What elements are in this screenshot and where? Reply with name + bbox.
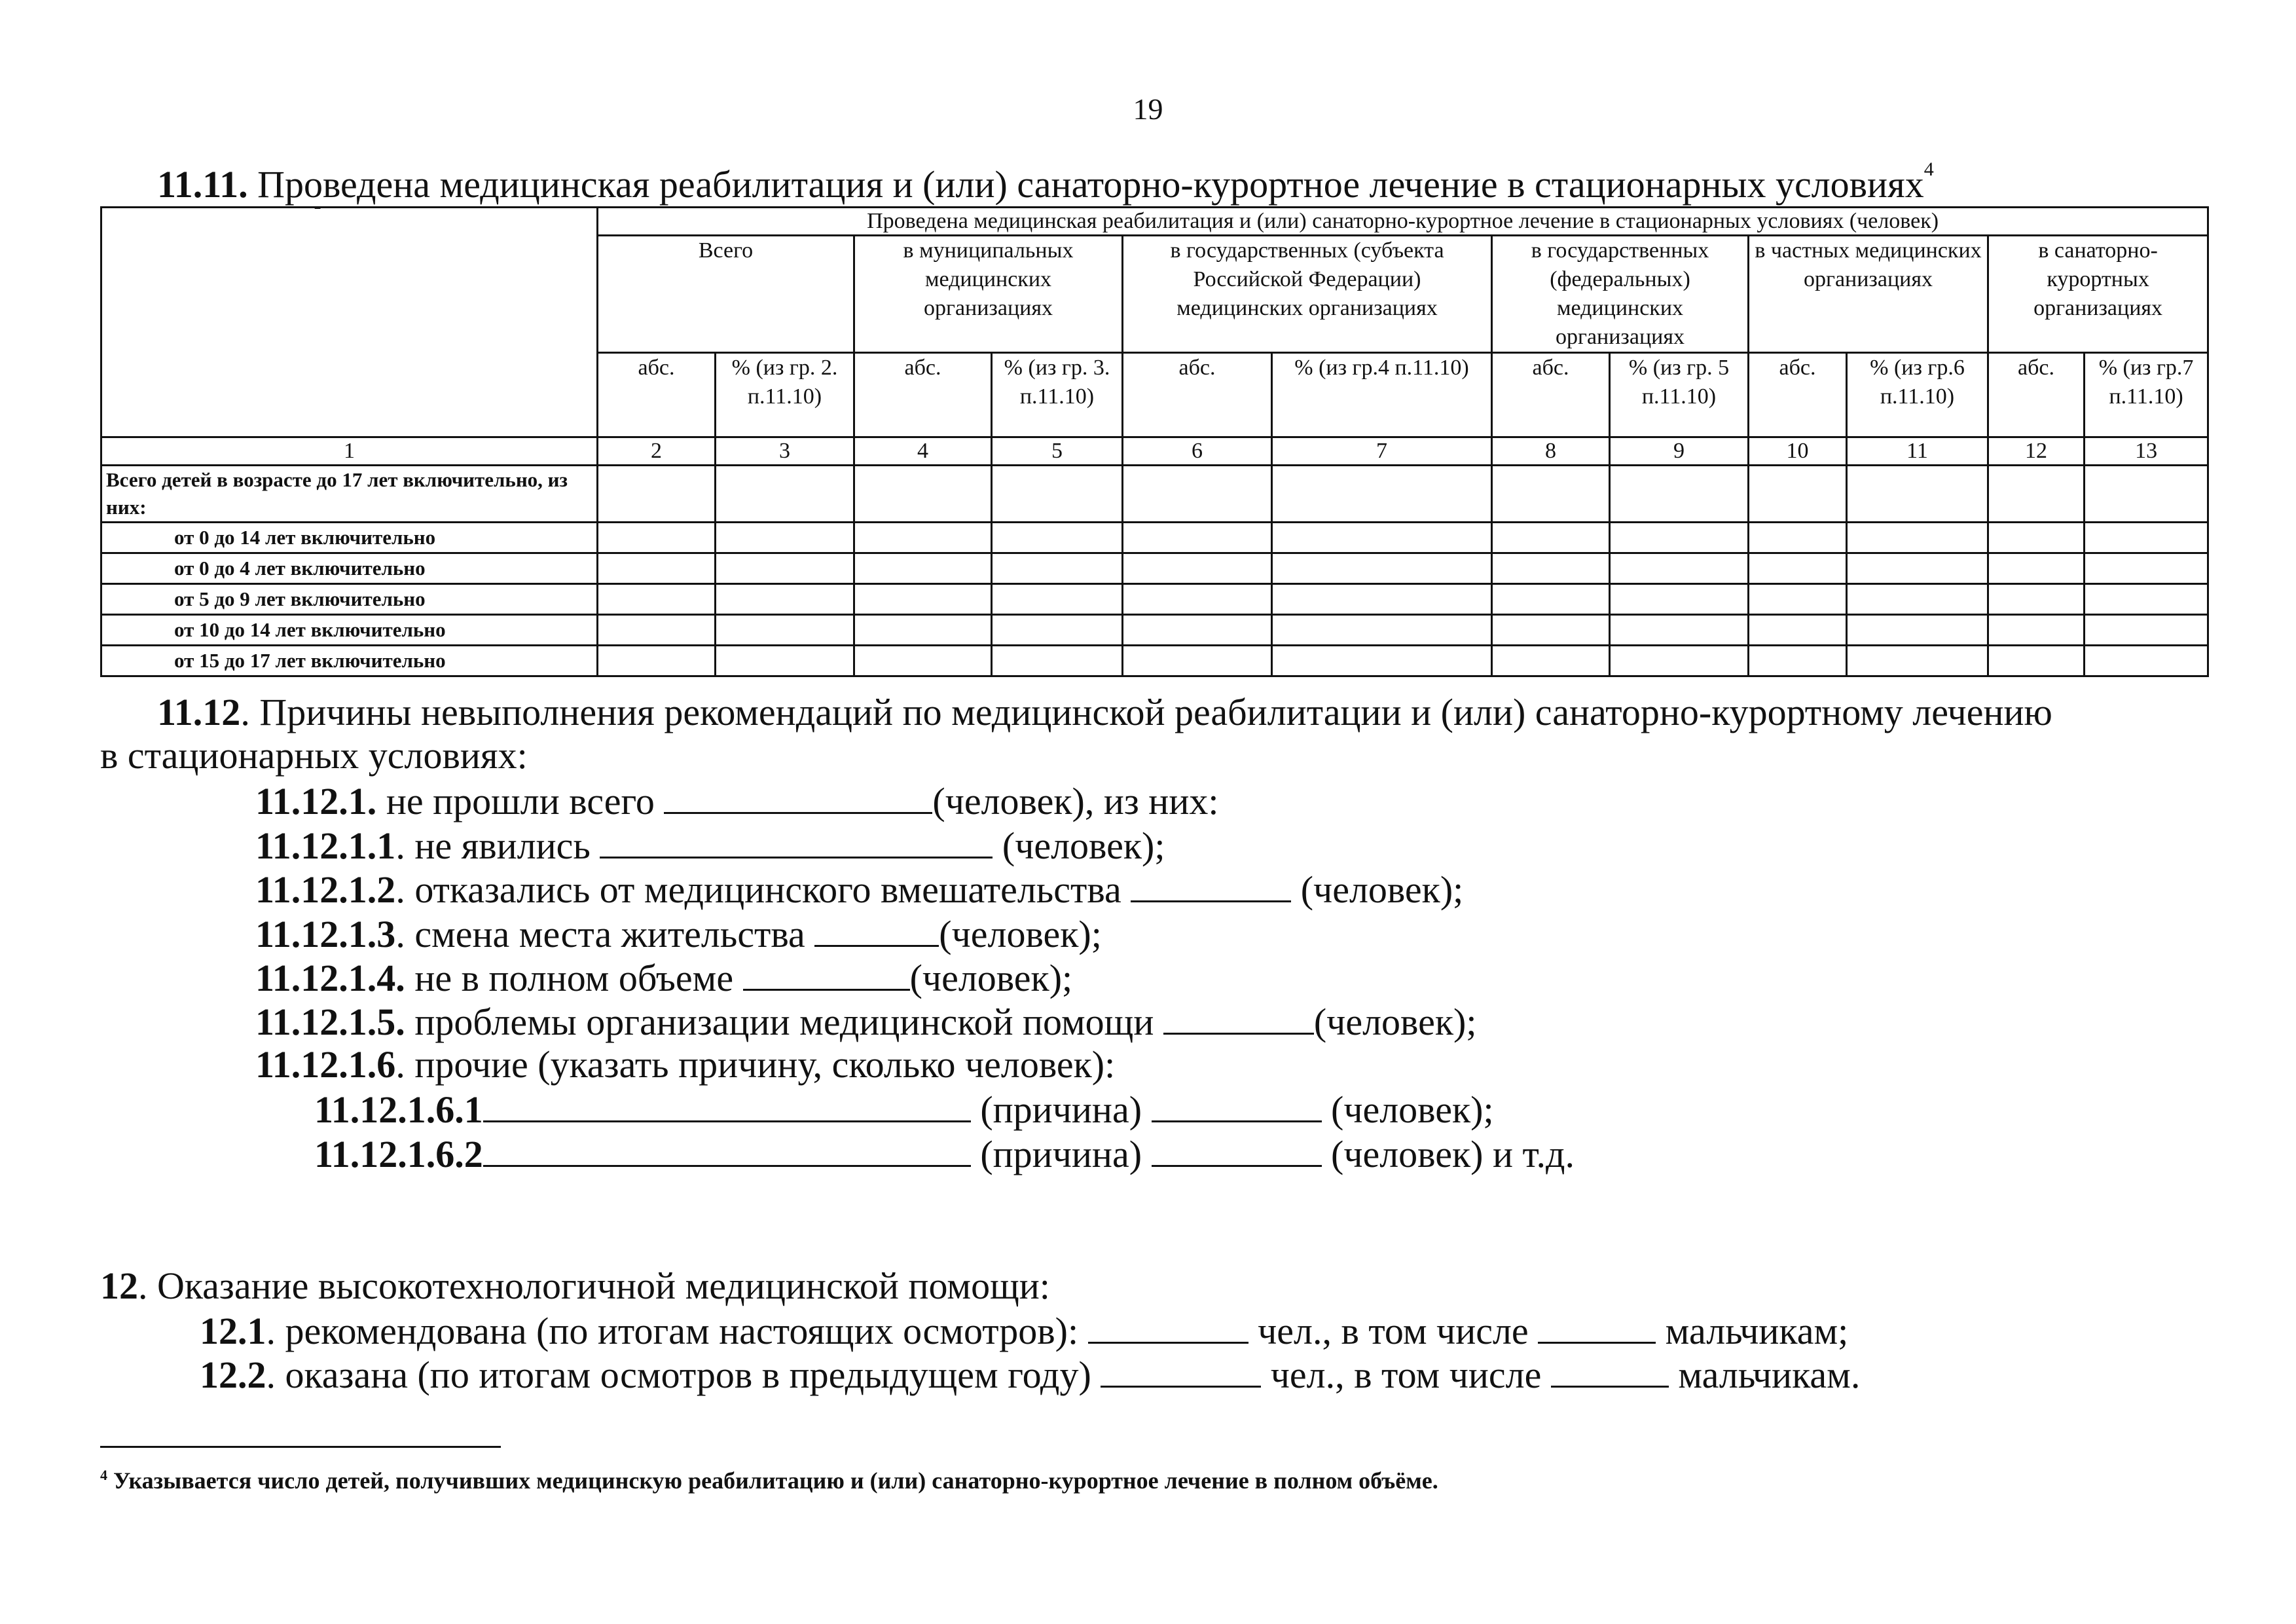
- blank-field[interactable]: [814, 911, 939, 947]
- item-text: . отказались от медицинского вмешательства: [395, 868, 1131, 911]
- data-cell[interactable]: [716, 553, 854, 584]
- col-abs: абс.: [1123, 353, 1272, 437]
- data-cell[interactable]: [992, 523, 1123, 553]
- col-pct: % (из гр.7 п.11.10): [2085, 353, 2208, 437]
- item-text: мальчикам;: [1656, 1310, 1849, 1352]
- col-header-regional: в государственных (субъекта Российской Федерации) медицинских организациях: [1123, 236, 1492, 353]
- data-cell[interactable]: [1847, 523, 1988, 553]
- data-cell[interactable]: [854, 646, 992, 676]
- col-pct: % (из гр.6 п.11.10): [1847, 353, 1988, 437]
- item-text: мальчикам.: [1668, 1354, 1861, 1396]
- data-cell[interactable]: [1847, 615, 1988, 646]
- item-11-12-1-5: [255, 999, 1476, 1044]
- section-title-text: . Причины невыполнения рекомендаций по медицинской реабилитации и (или) санаторно-курортному лечению: [240, 691, 2052, 733]
- section-title-text: . Оказание высокотехнологичной медицинской помощи:: [138, 1264, 1050, 1307]
- data-cell[interactable]: [1749, 553, 1847, 584]
- data-cell[interactable]: [1749, 646, 1847, 676]
- col-abs: абс.: [854, 353, 992, 437]
- col-pct: % (из гр. 2. п.11.10): [716, 353, 854, 437]
- row-label: от 0 до 4 лет включительно: [101, 553, 598, 584]
- data-cell[interactable]: [992, 553, 1123, 584]
- data-cell[interactable]: [1847, 584, 1988, 615]
- item-text: . не явились: [395, 824, 600, 867]
- item-text: не прошли всего: [376, 780, 665, 822]
- item-11-12-1-3: [255, 911, 1102, 957]
- data-cell[interactable]: [1123, 553, 1272, 584]
- data-cell[interactable]: [854, 523, 992, 553]
- column-number: 12: [1988, 437, 2085, 466]
- data-cell[interactable]: [598, 553, 716, 584]
- data-cell[interactable]: [1749, 584, 1847, 615]
- count-field[interactable]: [1152, 1131, 1322, 1167]
- data-cell[interactable]: [2085, 553, 2208, 584]
- item-number: 11.12.1.5.: [255, 1001, 405, 1043]
- item-text: (человек), из них:: [932, 780, 1219, 822]
- data-cell[interactable]: [1847, 553, 1988, 584]
- blank-field[interactable]: [1131, 866, 1291, 902]
- col-pct: % (из гр.4 п.11.10): [1272, 353, 1492, 437]
- data-cell[interactable]: [1610, 466, 1749, 523]
- data-cell[interactable]: [2085, 615, 2208, 646]
- blank-field[interactable]: [600, 822, 993, 858]
- data-cell[interactable]: [716, 584, 854, 615]
- data-cell[interactable]: [716, 615, 854, 646]
- section-11-12-title-cont: [100, 733, 528, 778]
- data-cell[interactable]: [1123, 646, 1272, 676]
- count-field[interactable]: [1152, 1086, 1322, 1122]
- data-cell[interactable]: [1847, 646, 1988, 676]
- item-text: проблемы организации медицинской помощи: [405, 1001, 1163, 1043]
- item-text: (человек);: [1321, 1088, 1494, 1131]
- table-row: [101, 646, 2208, 676]
- section-title-text: в стационарных условиях:: [100, 734, 528, 777]
- data-cell[interactable]: [1988, 646, 2085, 676]
- col-pct: % (из гр. 3. п.11.10): [992, 353, 1123, 437]
- data-cell[interactable]: [598, 615, 716, 646]
- footnote-text: Указывается число детей, получивших медицинскую реабилитацию и (или) санаторно-курортное лечение в полном объёме.: [107, 1467, 1438, 1494]
- column-number: 5: [992, 437, 1123, 466]
- data-cell[interactable]: [598, 466, 716, 523]
- boys-field[interactable]: [1551, 1352, 1669, 1388]
- item-number: 11.12.1.3: [255, 913, 396, 955]
- reason-field[interactable]: [483, 1086, 971, 1122]
- footnote-divider: [100, 1446, 501, 1448]
- data-cell[interactable]: [1988, 615, 2085, 646]
- column-number: 11: [1847, 437, 1988, 466]
- col-abs: абс.: [1749, 353, 1847, 437]
- column-number: 13: [2085, 437, 2208, 466]
- data-cell[interactable]: [716, 466, 854, 523]
- data-cell[interactable]: [1610, 584, 1749, 615]
- data-cell[interactable]: [1272, 466, 1492, 523]
- page-number: 19: [1133, 92, 1163, 126]
- item-12-1: [200, 1308, 1848, 1354]
- data-cell[interactable]: [992, 584, 1123, 615]
- data-cell[interactable]: [1610, 615, 1749, 646]
- item-text: (человек);: [1313, 1001, 1477, 1043]
- data-cell[interactable]: [2085, 523, 2208, 553]
- data-cell[interactable]: [1610, 553, 1749, 584]
- rehabilitation-table: [100, 206, 2209, 677]
- col-header-federal: в государственных (федеральных) медицинских организациях: [1492, 236, 1749, 353]
- section-number: 11.12: [157, 691, 241, 733]
- item-number: 11.12.1.: [255, 780, 377, 822]
- item-11-12-1-6-1: [314, 1086, 1494, 1132]
- blank-field[interactable]: [664, 778, 932, 814]
- data-cell[interactable]: [992, 646, 1123, 676]
- data-cell[interactable]: [1272, 584, 1492, 615]
- data-cell[interactable]: [1272, 615, 1492, 646]
- data-cell[interactable]: [1988, 553, 2085, 584]
- data-cell[interactable]: [1749, 523, 1847, 553]
- data-cell[interactable]: [1123, 584, 1272, 615]
- table-row: [101, 553, 2208, 584]
- item-number: 12.1: [200, 1310, 266, 1352]
- data-cell[interactable]: [1492, 523, 1610, 553]
- data-cell[interactable]: [854, 466, 992, 523]
- item-text: . рекомендована (по итогам настоящих осмотров):: [266, 1310, 1088, 1352]
- data-cell[interactable]: [1988, 584, 2085, 615]
- data-cell[interactable]: [1610, 523, 1749, 553]
- item-text: (человек) и т.д.: [1321, 1133, 1575, 1175]
- col-header-private: в частных медицинских организациях: [1749, 236, 1988, 353]
- data-cell[interactable]: [598, 646, 716, 676]
- row-label: от 0 до 14 лет включительно: [101, 523, 598, 553]
- data-cell[interactable]: [1272, 553, 1492, 584]
- row-label: от 5 до 9 лет включительно: [101, 584, 598, 615]
- count-field[interactable]: [1088, 1308, 1248, 1344]
- data-cell[interactable]: [854, 553, 992, 584]
- item-12-2: [200, 1352, 1860, 1397]
- data-cell[interactable]: [2085, 646, 2208, 676]
- data-cell[interactable]: [1492, 584, 1610, 615]
- col-pct: % (из гр. 5 п.11.10): [1610, 353, 1749, 437]
- data-cell[interactable]: [2085, 466, 2208, 523]
- col-abs: абс.: [598, 353, 716, 437]
- item-text: чел., в том числе: [1248, 1310, 1539, 1352]
- data-cell[interactable]: [1272, 523, 1492, 553]
- col-header-sanatorium: в санаторно-курортных организациях: [1988, 236, 2208, 353]
- data-cell[interactable]: [716, 523, 854, 553]
- data-cell[interactable]: [854, 584, 992, 615]
- item-11-12-1-6: [255, 1043, 1115, 1087]
- data-cell[interactable]: [1492, 646, 1610, 676]
- table-row: [101, 466, 2208, 523]
- item-11-12-1-4: [255, 955, 1072, 1001]
- group-header: Проведена медицинская реабилитация и (или) санаторно-курортное лечение в стационарных условиях (человек): [598, 208, 2208, 236]
- item-text: не в полном объеме: [405, 957, 743, 999]
- item-number: 11.12.1.6.1: [314, 1088, 483, 1131]
- count-field[interactable]: [1101, 1352, 1261, 1388]
- data-cell[interactable]: [1749, 466, 1847, 523]
- column-number: 6: [1123, 437, 1272, 466]
- age-header-cell: [101, 208, 598, 437]
- item-11-12-1-6-2: [314, 1131, 1575, 1177]
- item-text: чел., в том числе: [1261, 1354, 1551, 1396]
- item-11-12-1-2: [255, 866, 1463, 912]
- data-cell[interactable]: [1492, 466, 1610, 523]
- blank-field[interactable]: [743, 955, 910, 991]
- table-row: [101, 584, 2208, 615]
- footnote: [100, 1467, 1438, 1494]
- data-cell[interactable]: [2085, 584, 2208, 615]
- reason-field[interactable]: [483, 1131, 971, 1167]
- section-11-11-title: [157, 158, 1934, 206]
- item-11-12-1: [255, 778, 1218, 824]
- item-text: . оказана (по итогам осмотров в предыдущем году): [266, 1354, 1101, 1396]
- column-number: 8: [1492, 437, 1610, 466]
- data-cell[interactable]: [1272, 646, 1492, 676]
- item-text: (причина): [970, 1133, 1152, 1175]
- row-label: от 10 до 14 лет включительно: [101, 615, 598, 646]
- item-text: . смена места жительства: [395, 913, 815, 955]
- data-cell[interactable]: [598, 523, 716, 553]
- item-number: 11.12.1.2: [255, 868, 396, 911]
- item-text: (человек);: [993, 824, 1165, 867]
- item-number: 11.12.1.1: [255, 824, 396, 867]
- data-cell[interactable]: [992, 466, 1123, 523]
- data-cell[interactable]: [598, 584, 716, 615]
- data-cell[interactable]: [992, 615, 1123, 646]
- column-number-row: [101, 437, 2208, 466]
- item-number: 11.12.1.6.2: [314, 1133, 483, 1175]
- item-text: (причина): [970, 1088, 1152, 1131]
- data-cell[interactable]: [1988, 466, 2085, 523]
- item-number: 11.12.1.4.: [255, 957, 405, 999]
- item-text: (человек);: [939, 913, 1102, 955]
- data-cell[interactable]: [1610, 646, 1749, 676]
- boys-field[interactable]: [1538, 1308, 1656, 1344]
- item-text: (человек);: [1291, 868, 1464, 911]
- item-text: (человек);: [909, 957, 1073, 999]
- row-label: Всего детей в возрасте до 17 лет включительно, из них:: [101, 466, 598, 523]
- data-cell[interactable]: [854, 615, 992, 646]
- data-cell[interactable]: [1123, 615, 1272, 646]
- col-abs: абс.: [1492, 353, 1610, 437]
- col-abs: абс.: [1988, 353, 2085, 437]
- section-number: 11.11.: [157, 163, 248, 206]
- item-11-12-1-1: [255, 822, 1165, 868]
- age-header: [106, 208, 592, 212]
- column-number: 3: [716, 437, 854, 466]
- item-number: 11.12.1.6: [255, 1043, 396, 1086]
- data-cell[interactable]: [1492, 553, 1610, 584]
- data-cell[interactable]: [1988, 523, 2085, 553]
- data-cell[interactable]: [1492, 615, 1610, 646]
- row-label: от 15 до 17 лет включительно: [101, 646, 598, 676]
- col-header-municipal: в муниципальных медицинских организациях: [854, 236, 1123, 353]
- section-number: 12: [100, 1264, 138, 1307]
- blank-field[interactable]: [1163, 999, 1314, 1035]
- item-text: . прочие (указать причину, сколько человек):: [395, 1043, 1116, 1086]
- section-title-text: Проведена медицинская реабилитация и (или) санаторно-курортное лечение в стационарных условиях: [257, 163, 1924, 206]
- section-11-12-title: [157, 690, 2052, 735]
- section-12-title: [100, 1264, 1050, 1308]
- item-number: 12.2: [200, 1354, 266, 1396]
- footnote-ref: 4: [1923, 158, 1934, 180]
- data-cell[interactable]: [1749, 615, 1847, 646]
- data-cell[interactable]: [1123, 523, 1272, 553]
- data-cell[interactable]: [716, 646, 854, 676]
- column-number: 2: [598, 437, 716, 466]
- column-number: 10: [1749, 437, 1847, 466]
- col-header-total: Всего: [598, 236, 854, 353]
- column-number: 9: [1610, 437, 1749, 466]
- data-cell[interactable]: [1847, 466, 1988, 523]
- data-cell[interactable]: [1123, 466, 1272, 523]
- table-row: [101, 615, 2208, 646]
- footnote-mark: 4: [100, 1467, 107, 1483]
- column-number: 1: [101, 437, 598, 466]
- column-number: 4: [854, 437, 992, 466]
- column-number: 7: [1272, 437, 1492, 466]
- table-row: [101, 523, 2208, 553]
